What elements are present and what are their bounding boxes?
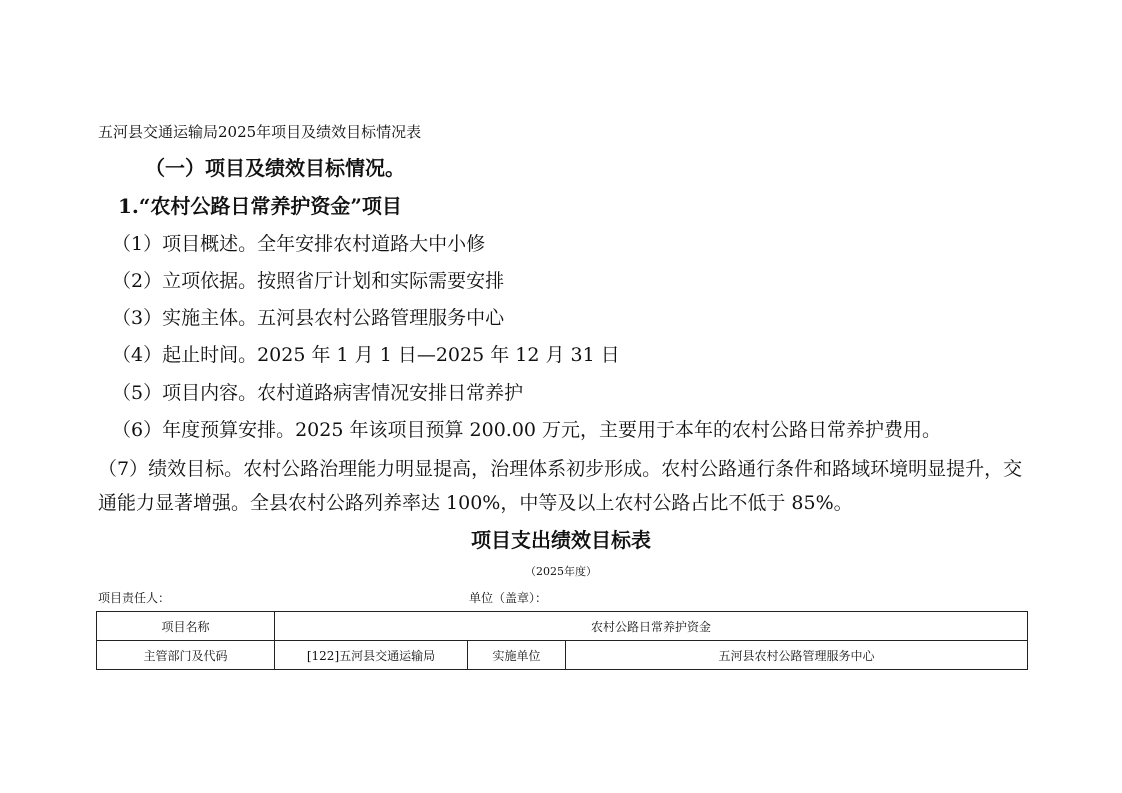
- project-name-label-cell: 项目名称: [97, 612, 275, 641]
- table-title: 项目支出绩效目标表: [471, 528, 651, 552]
- table-year-note: （2025年度）: [525, 565, 597, 578]
- impl-value-cell: 五河县农村公路管理服务中心: [566, 641, 1028, 670]
- dept-value-cell: [122]五河县交通运输局: [275, 641, 468, 670]
- unit-seal-label: 单位（盖章）：: [469, 591, 548, 605]
- project-name-value-cell: 农村公路日常养护资金: [275, 612, 1028, 641]
- responsible-person-label: 项目责任人：: [98, 591, 171, 605]
- performance-goal-paragraph: （7）绩效目标。农村公路治理能力明显提高，治理体系初步形成。农村公路通行条件和路域环境明显提升，交通能力显著增强。全县农村公路列养率达 100%，中等及以上农村公路占比不低于 85%。: [98, 458, 1023, 514]
- performance-goal-table: [96, 611, 1028, 670]
- item-budget: （6）年度预算安排。2025 年该项目预算 200.00 万元，主要用于本年的农村公路日常养护费用。: [112, 419, 942, 441]
- table-row: [97, 612, 1028, 641]
- impl-label-cell: 实施单位: [468, 641, 566, 670]
- document-title: 五河县交通运输局2025年项目及绩效目标情况表: [98, 123, 422, 141]
- dept-label-cell: 主管部门及代码: [97, 641, 275, 670]
- project-heading: 1.“农村公路日常养护资金”项目: [118, 194, 402, 218]
- item-overview: （1）项目概述。全年安排农村道路大中小修: [112, 233, 486, 255]
- table-row: [97, 641, 1028, 670]
- section-heading: （一）项目及绩效目标情况。: [145, 156, 405, 180]
- item-content: （5）项目内容。农村道路病害情况安排日常养护: [112, 382, 524, 404]
- item-period: （4）起止时间。2025 年 1 月 1 日—2025 年 12 月 31 日: [112, 344, 620, 366]
- item-basis: （2）立项依据。按照省厅计划和实际需要安排: [112, 270, 505, 292]
- item-implementer: （3）实施主体。五河县农村公路管理服务中心: [112, 307, 505, 329]
